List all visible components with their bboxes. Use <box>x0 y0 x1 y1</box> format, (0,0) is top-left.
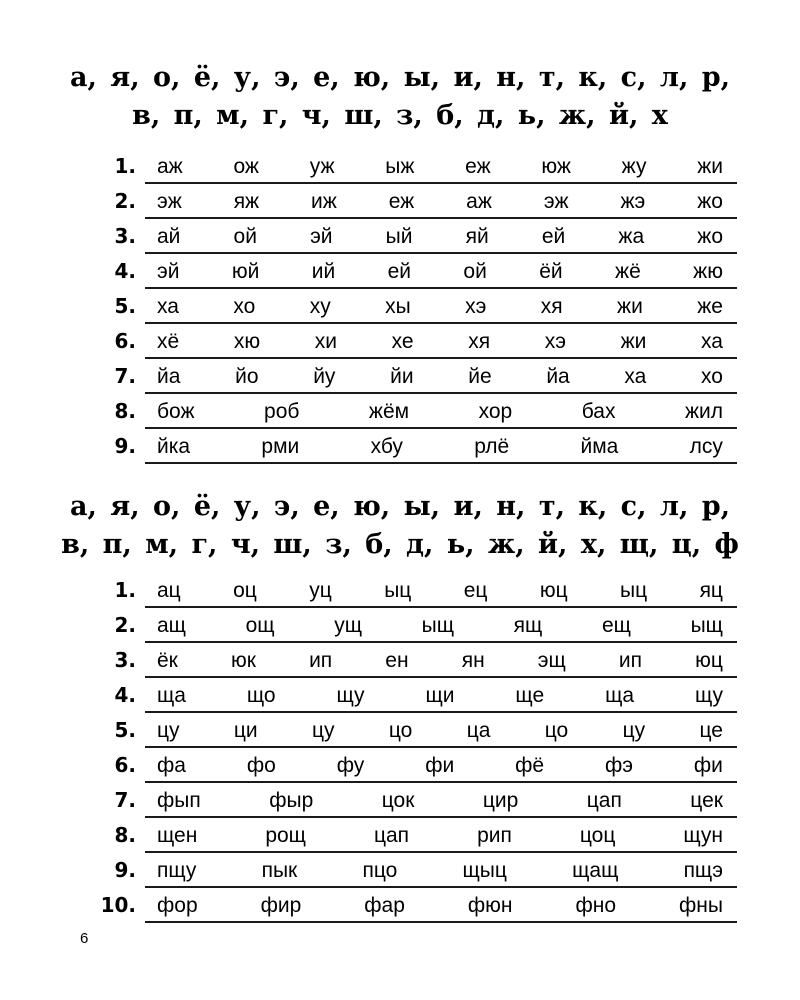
table-row <box>0 290 800 325</box>
syllable: оц <box>233 579 257 602</box>
syllable: ен <box>385 649 409 672</box>
syllable: фыр <box>269 789 314 812</box>
syllable: щу <box>336 684 365 707</box>
syllable: яй <box>465 225 489 248</box>
syllable: роб <box>264 400 300 423</box>
row-cells <box>145 290 737 322</box>
syllable: еж <box>465 155 491 178</box>
syllable: фи <box>425 754 455 777</box>
syllable: жи <box>697 155 723 178</box>
row-number: 5. <box>114 294 136 318</box>
row-cells <box>145 430 737 462</box>
row-underline <box>145 392 737 394</box>
row-number: 6. <box>114 329 136 353</box>
syllable: уц <box>309 579 332 602</box>
syllable: уж <box>309 155 335 178</box>
syllable: ящ <box>513 614 543 637</box>
page-number: 6 <box>80 930 89 947</box>
row-number: 5. <box>114 718 136 742</box>
row-number: 3. <box>114 224 136 248</box>
row-underline <box>145 676 737 678</box>
row-cells <box>145 609 737 641</box>
syllable: хя <box>468 330 491 353</box>
syllable: йа <box>157 365 181 388</box>
row-cells <box>145 395 737 427</box>
row-number: 3. <box>114 648 136 672</box>
syllable: фа <box>157 754 186 777</box>
row-number: 7. <box>114 364 136 388</box>
row-underline <box>145 641 737 643</box>
syllable: фор <box>157 894 198 917</box>
syllable: пщэ <box>683 859 723 882</box>
row-underline <box>145 182 737 184</box>
row-number: 7. <box>114 788 136 812</box>
syllable: йка <box>157 435 191 458</box>
row-number: 9. <box>114 858 136 882</box>
syllable: аж <box>157 155 183 178</box>
syllable: жа <box>618 225 645 248</box>
row-underline <box>145 886 737 888</box>
syllable: йо <box>235 365 259 388</box>
syllable: щащ <box>572 859 619 882</box>
row-underline <box>145 427 737 429</box>
row-cells <box>145 185 737 217</box>
syllable: юц <box>695 649 723 672</box>
table-row <box>0 819 800 854</box>
syllable: жу <box>621 155 647 178</box>
table-row <box>0 784 800 819</box>
syllable: ыж <box>385 155 415 178</box>
row-underline <box>145 287 737 289</box>
syllable: фно <box>575 894 617 917</box>
syllable: йи <box>390 365 414 388</box>
syllable: щыц <box>462 859 507 882</box>
syllable: юц <box>539 579 568 602</box>
syllable: хо <box>701 365 723 388</box>
syllable: ип <box>618 649 643 672</box>
row-number: 2. <box>114 613 136 637</box>
letters-heading-1 <box>0 59 800 135</box>
row-cells <box>145 819 737 851</box>
table-row <box>0 360 800 395</box>
syllable: ип <box>309 649 333 672</box>
syllable: ыщ <box>690 614 723 637</box>
syllable: хэ <box>465 295 487 318</box>
syllable: жё <box>615 260 641 283</box>
syllable: ей <box>541 225 566 248</box>
syllable: хо <box>233 295 256 318</box>
syllable: ыщ <box>421 614 455 637</box>
syllable: же <box>697 295 723 318</box>
syllable: рми <box>261 435 300 458</box>
syllable: хэ <box>544 330 566 353</box>
syllable: цу <box>311 719 335 742</box>
table-row <box>0 749 800 784</box>
syllable: эж <box>157 190 182 213</box>
syllable: щи <box>425 684 455 707</box>
syllable: иж <box>311 190 337 213</box>
syllable: цу <box>622 719 646 742</box>
syllable: жэ <box>620 190 646 213</box>
letters-line: в, п, м, г, ч, ш, з, б, д, ь, ж, й, х, щ, ц, ф <box>61 529 739 560</box>
table-row <box>0 644 800 679</box>
syllable: фэ <box>605 754 633 777</box>
syllable: йе <box>468 365 492 388</box>
row-underline <box>145 322 737 324</box>
letters-line: а, я, о, ё, у, э, е, ю, ы, и, н, т, к, с, л, р, <box>69 62 731 93</box>
row-cells <box>145 714 737 746</box>
syllable: фу <box>336 754 365 777</box>
syllable: ху <box>309 295 331 318</box>
row-underline <box>145 252 737 254</box>
syllable: юк <box>231 649 256 672</box>
syllable: фо <box>246 754 276 777</box>
row-underline <box>145 357 737 359</box>
syllable: ый <box>385 225 413 248</box>
syllable: ха <box>700 330 723 353</box>
syllable: ца <box>466 719 491 742</box>
syllable: ще <box>515 684 545 707</box>
syllable: ци <box>233 719 258 742</box>
syllable: ян <box>461 649 485 672</box>
row-cells <box>145 889 737 921</box>
syllable: пщу <box>157 859 197 882</box>
row-underline <box>145 462 737 464</box>
table-row <box>0 854 800 889</box>
syllable: рип <box>477 824 512 847</box>
table-row <box>0 185 800 220</box>
syllable: цир <box>482 789 519 812</box>
syllable: щен <box>157 824 198 847</box>
syllable: це <box>699 719 723 742</box>
syllable: ыц <box>384 579 412 602</box>
row-underline <box>145 851 737 853</box>
syllable: ещ <box>601 614 631 637</box>
syllable: эщ <box>537 649 566 672</box>
syllable: фи <box>693 754 723 777</box>
syllable: йа <box>546 365 570 388</box>
row-cells <box>145 220 737 252</box>
row-number: 1. <box>114 154 136 178</box>
syllable: жо <box>697 190 723 213</box>
syllable: эй <box>310 225 333 248</box>
syllable: йма <box>580 435 619 458</box>
syllable: хи <box>314 330 337 353</box>
row-cells <box>145 150 737 182</box>
row-number: 6. <box>114 753 136 777</box>
table-row <box>0 889 800 924</box>
syllable: ий <box>311 260 336 283</box>
syllable: ха <box>157 295 179 318</box>
syllable: ай <box>157 225 181 248</box>
row-cells <box>145 255 737 287</box>
syllable: аж <box>466 190 492 213</box>
row-cells <box>145 360 737 392</box>
syllable: эй <box>157 260 180 283</box>
row-number: 4. <box>114 683 136 707</box>
syllable: жи <box>617 295 643 318</box>
row-underline <box>145 217 737 219</box>
letters-line: а, я, о, ё, у, э, е, ю, ы, и, н, т, к, с, л, р, <box>69 491 731 522</box>
syllable: щун <box>683 824 723 847</box>
syllable: ой <box>233 225 257 248</box>
syllable: бах <box>581 400 616 423</box>
table-row <box>0 220 800 255</box>
syllable: цоц <box>579 824 616 847</box>
syllable: цок <box>381 789 415 812</box>
row-number: 8. <box>114 823 136 847</box>
syllable: юй <box>231 260 260 283</box>
syllable: хя <box>540 295 563 318</box>
row-cells <box>145 784 737 816</box>
syllable: пцо <box>362 859 398 882</box>
table-row <box>0 325 800 360</box>
syllable: ац <box>157 579 181 602</box>
syllable: ощ <box>245 614 275 637</box>
syllable: хы <box>385 295 411 318</box>
row-underline <box>145 816 737 818</box>
syllable: цап <box>586 789 622 812</box>
table-row <box>0 150 800 185</box>
syllable: яц <box>699 579 723 602</box>
syllable: ыц <box>620 579 648 602</box>
row-underline <box>145 921 737 923</box>
syllable: щу <box>694 684 723 707</box>
syllable: бож <box>157 400 195 423</box>
syllable: жю <box>693 260 723 283</box>
table-row <box>0 574 800 609</box>
syllable: пык <box>261 859 298 882</box>
row-number: 4. <box>114 259 136 283</box>
syllable: цек <box>690 789 723 812</box>
row-underline <box>145 606 737 608</box>
syllable: ой <box>463 260 487 283</box>
syllable: лсу <box>689 435 723 458</box>
syllable: ащ <box>157 614 186 637</box>
table-row <box>0 430 800 465</box>
syllable: ущ <box>334 614 362 637</box>
syllable: хё <box>157 330 180 353</box>
syllable: цап <box>373 824 410 847</box>
syllable: рлё <box>474 435 510 458</box>
row-number: 1. <box>114 578 136 602</box>
syllable: юж <box>541 155 571 178</box>
syllable: фир <box>260 894 302 917</box>
row-underline <box>145 711 737 713</box>
table-row <box>0 609 800 644</box>
syllable: ща <box>157 684 186 707</box>
row-cells <box>145 325 737 357</box>
letters-heading-2 <box>0 488 800 564</box>
syllable: фё <box>515 754 545 777</box>
table-row <box>0 395 800 430</box>
syllable: цу <box>157 719 180 742</box>
row-number: 10. <box>100 893 136 917</box>
syllable: ща <box>605 684 635 707</box>
syllable: жил <box>684 400 723 423</box>
syllable: яж <box>233 190 260 213</box>
syllable: що <box>246 684 276 707</box>
row-cells <box>145 749 737 781</box>
row-cells <box>145 574 737 606</box>
syllable: цо <box>388 719 413 742</box>
syllable: ёй <box>539 260 563 283</box>
syllable: фюн <box>467 894 513 917</box>
syllable: жём <box>368 400 410 423</box>
syllable: цо <box>544 719 569 742</box>
row-cells <box>145 679 737 711</box>
syllable: ож <box>233 155 259 178</box>
row-underline <box>145 746 737 748</box>
row-number: 9. <box>114 434 136 458</box>
syllable: ец <box>463 579 488 602</box>
letters-line: в, п, м, г, ч, ш, з, б, д, ь, ж, й, х <box>132 100 668 131</box>
table-row <box>0 255 800 290</box>
row-number: 8. <box>114 399 136 423</box>
syllable: йу <box>313 365 336 388</box>
syllable: фны <box>679 894 723 917</box>
syllable: рощ <box>265 824 306 847</box>
syllable: жи <box>620 330 647 353</box>
table-row <box>0 714 800 749</box>
syllable: жо <box>697 225 723 248</box>
syllable: фар <box>364 894 405 917</box>
row-cells <box>145 644 737 676</box>
row-underline <box>145 781 737 783</box>
row-number: 2. <box>114 189 136 213</box>
table-row <box>0 679 800 714</box>
syllable: ёк <box>157 649 178 672</box>
syllable: ха <box>624 365 647 388</box>
syllable: ей <box>387 260 411 283</box>
row-cells <box>145 854 737 886</box>
syllable: эж <box>543 190 569 213</box>
syllable: хю <box>233 330 261 353</box>
syllable: еж <box>388 190 415 213</box>
syllable: хбу <box>370 435 403 458</box>
syllable: хе <box>391 330 414 353</box>
syllable: хор <box>478 400 513 423</box>
syllable: фып <box>157 789 201 812</box>
